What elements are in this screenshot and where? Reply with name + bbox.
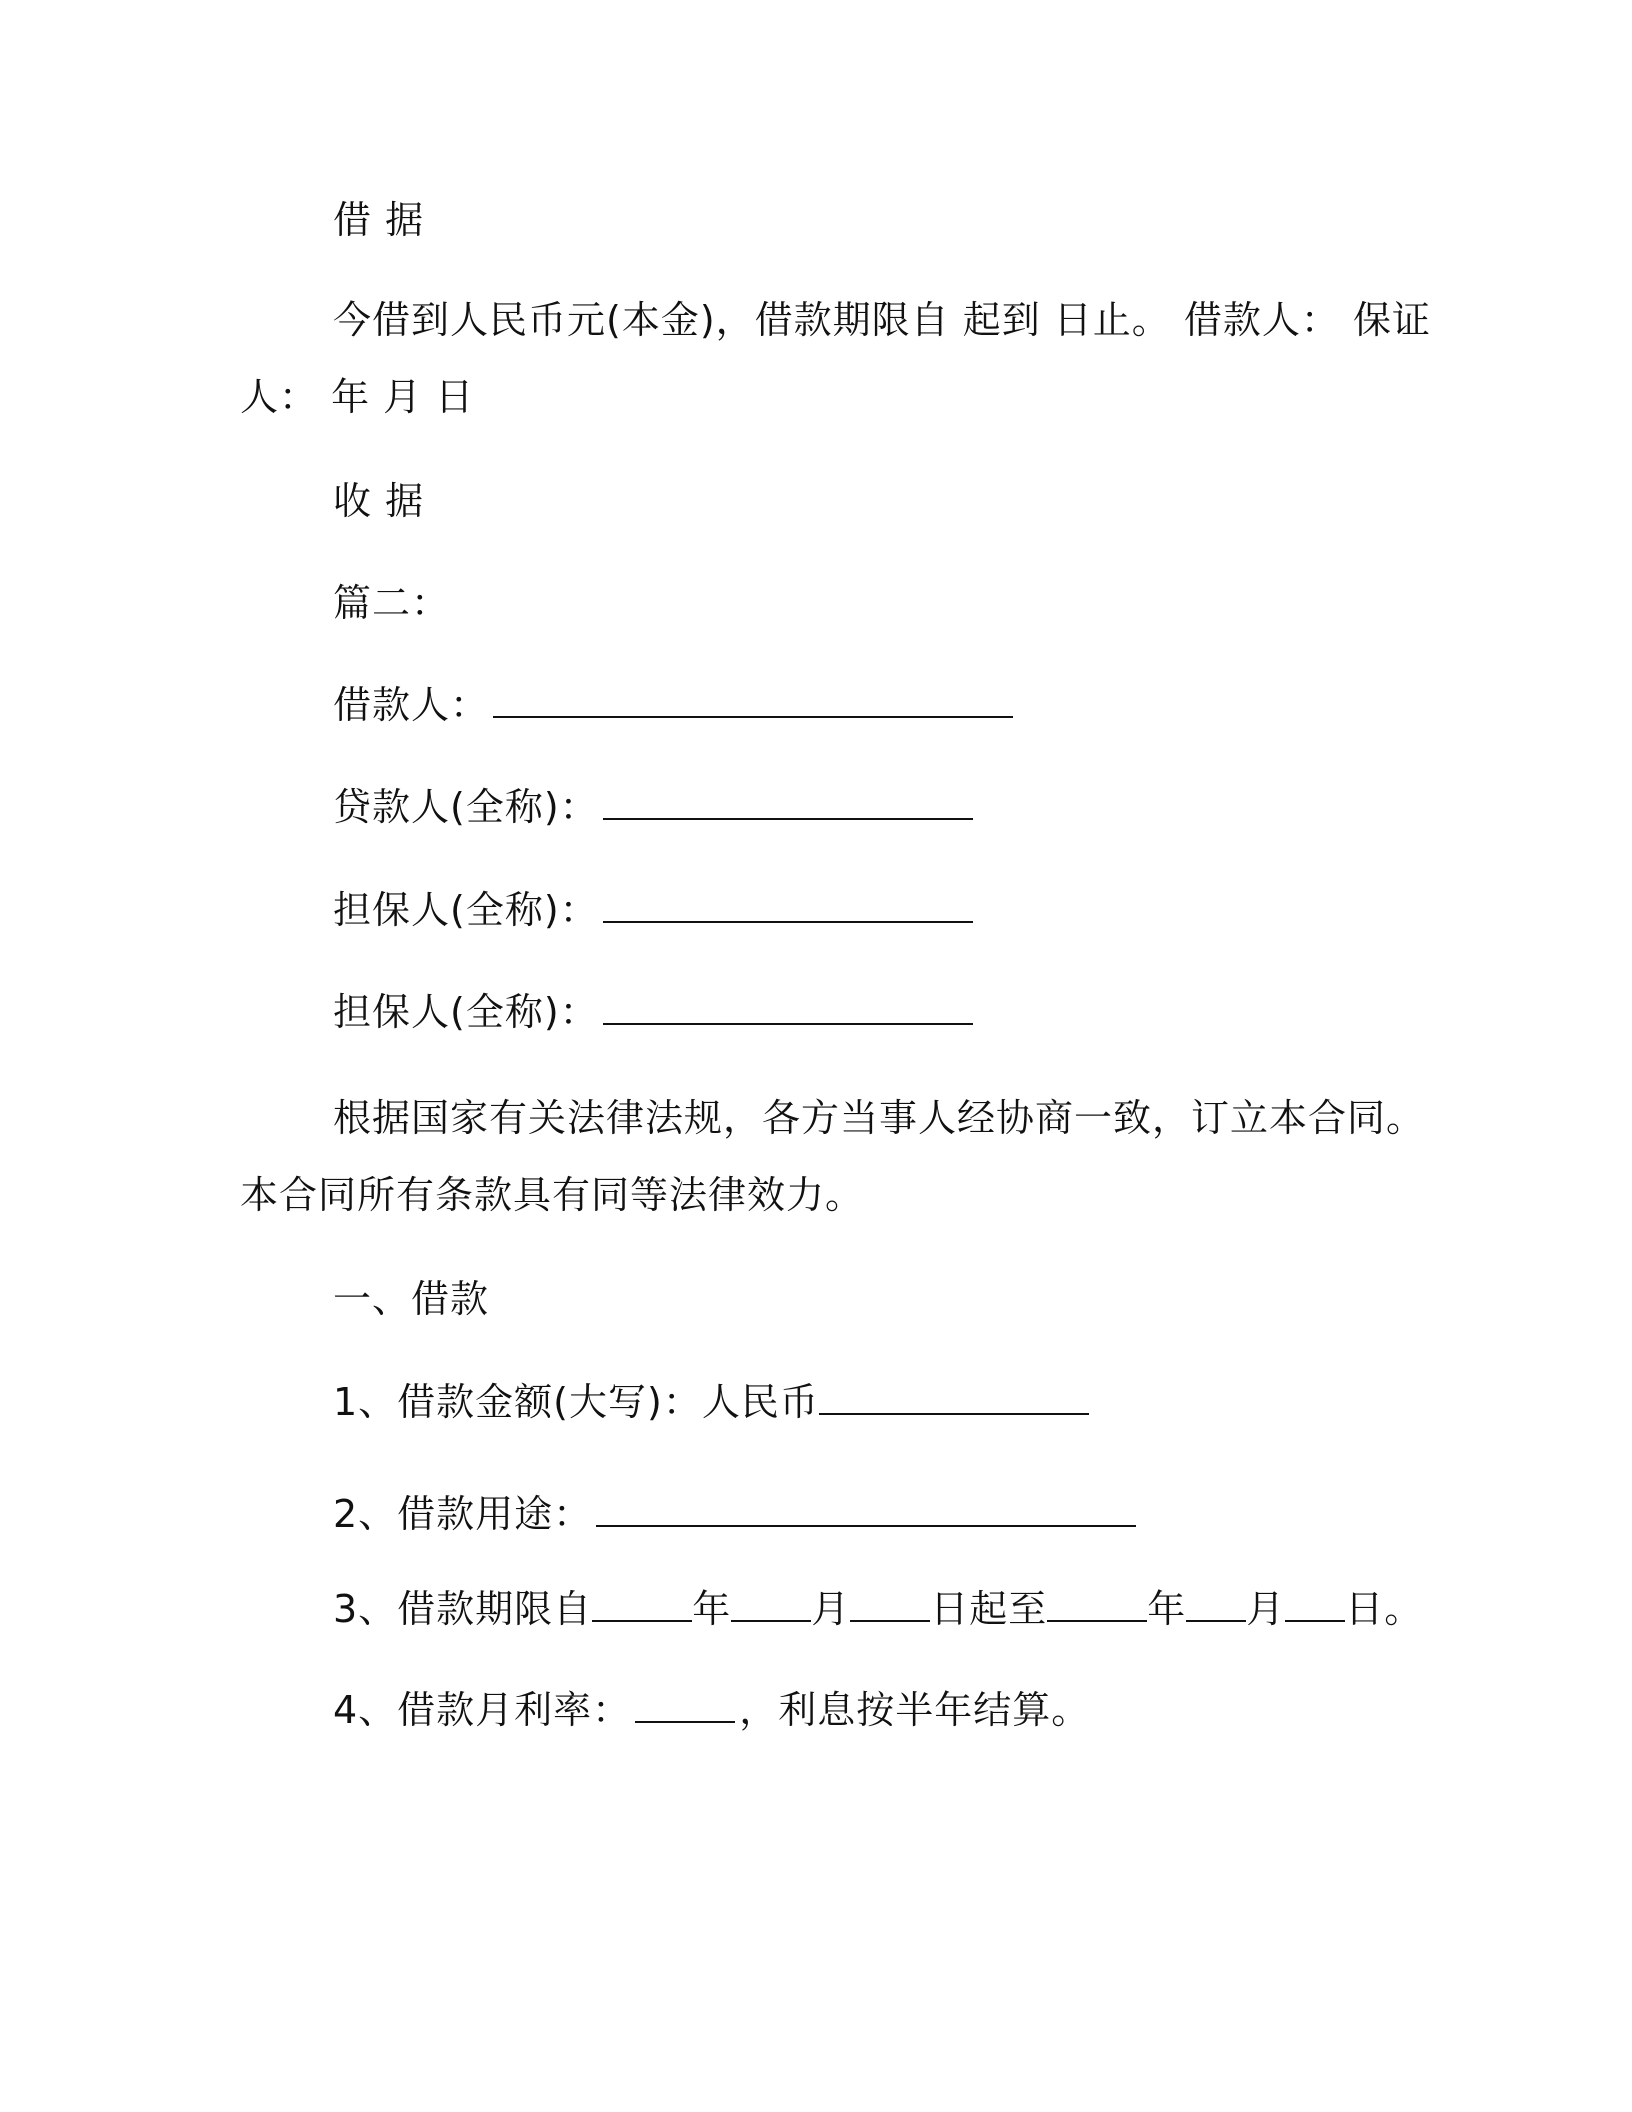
item-3-prefix: 3、借款期限自: [333, 1587, 593, 1631]
intro-line-1: 根据国家有关法律法规，各方当事人经协商一致，订立本合同。: [333, 1096, 1426, 1140]
borrower-label: 借款人：: [333, 683, 490, 727]
item-3-start-year-blank: [592, 1586, 692, 1622]
guarantor-line-1: [333, 886, 977, 934]
item-4-line: [333, 1686, 1090, 1734]
guarantor-blank-2: [603, 989, 973, 1025]
item-3-end-month-blank: [1186, 1586, 1246, 1622]
item-2-label: 2、借款用途：: [333, 1492, 593, 1536]
item-3-line: [333, 1585, 1423, 1633]
item-3-month-2: 月: [1246, 1587, 1286, 1631]
guarantor-label-2: 担保人(全称)：: [333, 990, 599, 1034]
lender-line: [333, 783, 977, 831]
heading-shouju: 收 据: [333, 479, 425, 523]
item-3-start-month-blank: [731, 1586, 811, 1622]
lender-label: 贷款人(全称)：: [333, 785, 599, 829]
item-3-month-1: 月: [811, 1587, 851, 1631]
guarantor-blank-1: [603, 887, 973, 923]
clause-1-title: 一、借款: [333, 1277, 490, 1321]
item-3-day-start: 日起至: [930, 1587, 1048, 1631]
borrower-blank: [493, 682, 1013, 718]
item-4-rate-blank: [635, 1687, 735, 1723]
guarantor-label-1: 担保人(全称)：: [333, 888, 599, 932]
item-1-line: [333, 1378, 1093, 1426]
section-title: 篇二：: [333, 581, 451, 625]
item-2-line: [333, 1490, 1140, 1538]
borrower-line: [333, 681, 1017, 729]
item-1-label: 1、借款金额(大写)：人民币: [333, 1380, 819, 1424]
guarantor-line-2: [333, 988, 977, 1036]
item-4-prefix: 4、借款月利率：: [333, 1688, 632, 1732]
lender-blank: [603, 784, 973, 820]
item-1-blank: [819, 1379, 1089, 1415]
intro-line-2: 本合同所有条款具有同等法律效力。: [240, 1173, 865, 1217]
heading-jieju: 借 据: [333, 198, 425, 242]
item-2-blank: [596, 1491, 1136, 1527]
item-3-year-2: 年: [1147, 1587, 1187, 1631]
paragraph-loan-receipt-line-2: 人： 年 月 日: [240, 375, 475, 419]
item-3-end-year-blank: [1047, 1586, 1147, 1622]
item-3-start-day-blank: [850, 1586, 930, 1622]
item-3-end-day-blank: [1285, 1586, 1345, 1622]
paragraph-loan-receipt-line-1: 今借到人民币元(本金)，借款期限自 起到 日止。 借款人： 保证: [333, 298, 1431, 342]
item-3-day-end: 日。: [1345, 1587, 1424, 1631]
item-3-year-1: 年: [692, 1587, 732, 1631]
item-4-suffix: ，利息按半年结算。: [739, 1688, 1091, 1732]
